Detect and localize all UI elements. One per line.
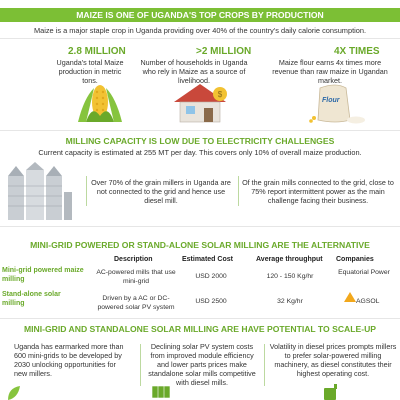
- leaf-icon: [6, 386, 22, 400]
- section-title-capacity: MILLING CAPACITY IS LOW DUE TO ELECTRICITY CHALLENGES: [65, 136, 335, 146]
- stat-text-revenue: Maize flour earns 4x times more revenue than raw maize in Ugandan market.: [272, 58, 388, 85]
- section-title-alternative: MINI-GRID POWERED OR STAND-ALONE SOLAR MILLING ARE THE ALTERNATIVE: [30, 240, 370, 250]
- house-icon: [168, 80, 232, 124]
- section-title-scaleup: MINI-GRID AND STANDALONE SOLAR MILLING ARE HAVE POTENTIAL TO SCALE-UP: [23, 324, 377, 334]
- divider: [0, 38, 400, 39]
- svg-text:$: $: [217, 90, 223, 99]
- divider: [0, 130, 400, 131]
- divider: [86, 176, 87, 206]
- divider: [0, 226, 400, 227]
- stat-value-households: >2 MILLION: [196, 46, 252, 57]
- divider: [238, 176, 239, 206]
- stat-value-revenue: 4X TIMES: [334, 46, 380, 57]
- table-cell-description: Driven by a AC or DC-powered solar PV system: [97, 295, 175, 311]
- table-cell-throughput: 32 Kg/hr: [277, 298, 303, 305]
- capacity-point-intermittent: Of the grain mills connected to the grid, close to 75% report intermittent power as the main challenge facing their business.: [242, 178, 394, 205]
- section-title-crops: MAIZE IS ONE OF UGANDA'S TOP CROPS BY PRODUCTION: [76, 10, 324, 20]
- stat-value-production: 2.8 MILLION: [68, 46, 126, 57]
- section-banner-crops: [0, 8, 400, 22]
- stat-text-production: Uganda's total Maize production in metric tons.: [56, 58, 124, 85]
- table-cell-company: AGSOL: [356, 298, 380, 305]
- divider: [140, 344, 141, 386]
- capacity-intro: Current capacity is estimated at 255 MT per day. This covers only 10% of overall maize production.: [38, 148, 362, 157]
- table-cell-description: AC-powered mills that use mini-grid: [96, 269, 176, 285]
- scaleup-point-minigrids: Uganda has earmarked more than 600 mini-grids to be developed by 2030 unlocking opportunities for new millers.: [14, 342, 124, 378]
- table-header-throughput: Average throughput: [256, 256, 323, 263]
- table-cell-cost: USD 2500: [195, 298, 227, 305]
- table-header-companies: Companies: [336, 256, 374, 263]
- scaleup-point-diesel: Volatility in diesel prices prompts millers to prefer solar-powered milling machinery, as diesel constitutes their highest operating cost.: [269, 342, 397, 378]
- capacity-point-offgrid: Over 70% of the grain millers in Uganda are not connected to the grid and hence use diesel mill.: [91, 178, 231, 205]
- table-header-cost: Estimated Cost: [182, 256, 233, 263]
- diesel-can-icon: [322, 384, 340, 400]
- table-cell-throughput: 120 - 150 Kg/hr: [266, 273, 314, 280]
- table-header-description: Description: [114, 256, 153, 263]
- table-cell-company: Equatorial Power: [338, 269, 390, 276]
- table-row-label: Mini-grid powered maize milling: [2, 267, 84, 283]
- divider: [0, 318, 400, 319]
- solar-logo-icon: [344, 292, 356, 302]
- stat-text-households: Number of households in Uganda who rely in Maize as a source of livelihood.: [140, 58, 248, 85]
- crops-intro: Maize is a major staple crop in Uganda providing over 40% of the country's daily calorie consumption.: [33, 26, 367, 35]
- flour-brand-label: Flour: [322, 97, 340, 104]
- table-cell-cost: USD 2000: [195, 273, 227, 280]
- corn-icon: [72, 82, 128, 124]
- divider: [264, 344, 265, 386]
- scaleup-point-costs: Declining solar PV system costs from improved module efficiency and lower parts prices make standalone solar mills competitive with diesel mills.: [148, 342, 256, 387]
- table-row-label: Stand-alone solar milling: [2, 291, 61, 307]
- silo-illustration: [4, 162, 74, 222]
- solar-panel-icon: [150, 384, 172, 400]
